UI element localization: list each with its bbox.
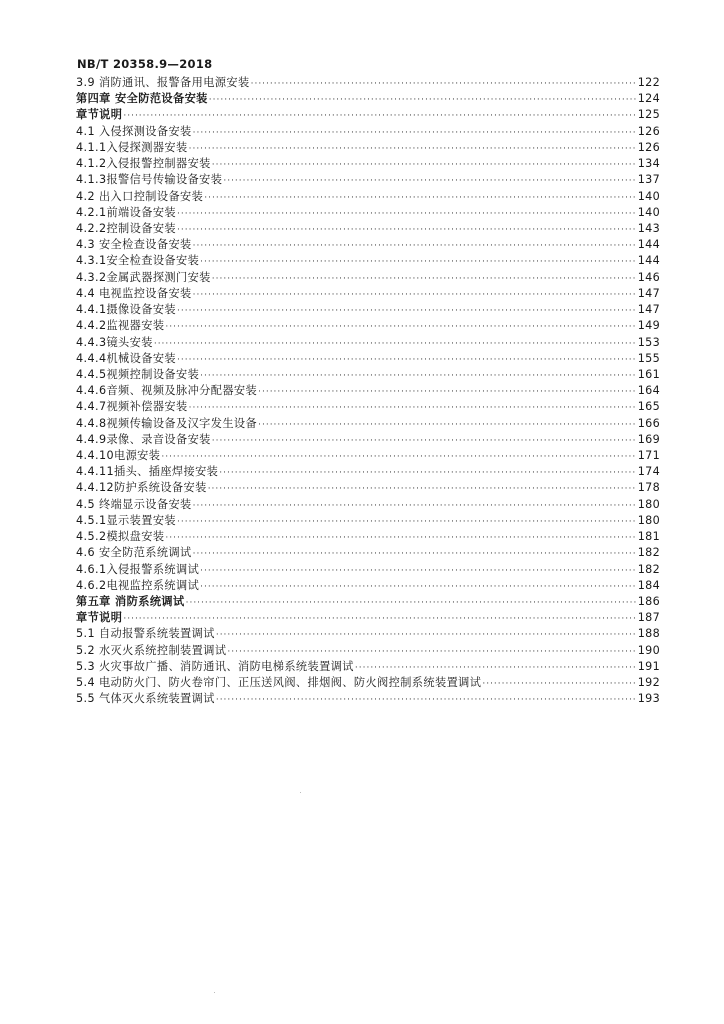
toc-entry-page-number: 165 — [637, 400, 660, 414]
toc-entry-page-number: 174 — [637, 465, 660, 479]
toc-entry-title: 4.2.2控制设备安装 — [76, 221, 176, 235]
toc-entry-title: 第四章 安全防范设备安装 — [76, 92, 208, 106]
toc-entry-title: 5.3 火灾事故广播、消防通讯、消防电梯系统装置调试 — [76, 659, 354, 673]
toc-entry — [76, 221, 660, 237]
toc-dot-leader — [212, 271, 637, 287]
toc-dot-leader — [193, 125, 637, 141]
toc-entry-title: 4.1.1入侵探测器安装 — [76, 140, 188, 154]
toc-entry-page-number: 193 — [637, 692, 660, 706]
toc-dot-leader — [258, 417, 637, 433]
toc-entry — [76, 140, 660, 156]
toc-dot-leader — [193, 287, 637, 303]
toc-entry-title: 4.4.3镜头安装 — [76, 335, 153, 349]
toc-entry-page-number: 171 — [637, 449, 660, 463]
toc-entry-title: 4.3.2金属武器探测门安装 — [76, 270, 211, 284]
toc-entry — [76, 594, 660, 610]
toc-entry — [76, 578, 660, 594]
toc-entry-page-number: 166 — [637, 416, 660, 430]
toc-dot-leader — [177, 206, 637, 222]
toc-dot-leader — [258, 384, 637, 400]
toc-entry-page-number: 180 — [637, 497, 660, 511]
toc-entry-page-number: 164 — [637, 384, 660, 398]
toc-entry-title: 4.4.9录像、录音设备安装 — [76, 432, 211, 446]
toc-entry-title: 4.4.5视频控制设备安装 — [76, 367, 200, 381]
toc-entry-page-number: 191 — [637, 659, 660, 673]
toc-dot-leader — [177, 303, 637, 319]
toc-entry-page-number: 146 — [637, 270, 660, 284]
toc-dot-leader — [165, 530, 636, 546]
toc-entry-page-number: 178 — [637, 481, 660, 495]
standard-code-header: NB/T 20358.9—2018 — [77, 57, 213, 71]
toc-entry-page-number: 192 — [637, 676, 660, 690]
toc-entry — [76, 497, 660, 513]
toc-entry — [76, 399, 660, 415]
toc-entry — [76, 270, 660, 286]
toc-entry — [76, 464, 660, 480]
toc-dot-leader — [251, 76, 637, 92]
table-of-contents — [76, 75, 660, 708]
toc-entry — [76, 107, 660, 123]
toc-entry — [76, 189, 660, 205]
toc-entry-page-number: 143 — [637, 221, 660, 235]
toc-entry — [76, 480, 660, 496]
toc-dot-leader — [161, 449, 636, 465]
toc-entry-title: 4.3 安全检查设备安装 — [76, 238, 192, 252]
toc-entry-page-number: 126 — [637, 140, 660, 154]
toc-entry-page-number: 140 — [637, 205, 660, 219]
toc-entry — [76, 416, 660, 432]
toc-dot-leader — [177, 352, 637, 368]
toc-dot-leader — [216, 627, 637, 643]
toc-dot-leader — [212, 433, 637, 449]
toc-entry-page-number: 180 — [637, 513, 660, 527]
toc-dot-leader — [154, 336, 637, 352]
toc-entry-title: 4.5 终端显示设备安装 — [76, 497, 192, 511]
toc-dot-leader — [193, 546, 637, 562]
scan-speck — [300, 792, 301, 793]
toc-dot-leader — [193, 238, 637, 254]
toc-dot-leader — [177, 222, 637, 238]
toc-dot-leader — [200, 563, 637, 579]
toc-dot-leader — [200, 368, 637, 384]
toc-entry-title: 4.4.2监视器安装 — [76, 319, 165, 333]
toc-entry-page-number: 126 — [637, 124, 660, 138]
toc-entry — [76, 562, 660, 578]
toc-entry-title: 5.2 水灭火系统控制装置调试 — [76, 643, 227, 657]
toc-dot-leader — [227, 644, 636, 660]
toc-entry-page-number: 125 — [637, 108, 660, 122]
toc-entry — [76, 675, 660, 691]
toc-entry — [76, 124, 660, 140]
toc-entry-page-number: 187 — [637, 611, 660, 625]
toc-dot-leader — [219, 465, 636, 481]
toc-entry-title: 4.4.11插头、插座焊接安装 — [76, 465, 219, 479]
toc-entry — [76, 545, 660, 561]
toc-entry-page-number: 147 — [637, 286, 660, 300]
toc-entry — [76, 513, 660, 529]
toc-entry-title: 章节说明 — [76, 611, 123, 625]
toc-entry-page-number: 186 — [637, 595, 660, 608]
toc-entry-title: 3.9 消防通讯、报警备用电源安装 — [76, 76, 250, 89]
toc-entry — [76, 172, 660, 188]
toc-entry — [76, 432, 660, 448]
toc-entry-page-number: 124 — [637, 92, 660, 106]
toc-entry-page-number: 137 — [637, 173, 660, 187]
toc-entry-title: 4.3.1安全检查设备安装 — [76, 254, 200, 268]
toc-entry-page-number: 149 — [637, 319, 660, 333]
toc-entry — [76, 205, 660, 221]
toc-dot-leader — [123, 611, 636, 627]
toc-entry-title: 5.5 气体灭火系统装置调试 — [76, 692, 215, 706]
toc-entry — [76, 691, 660, 707]
toc-dot-leader — [204, 190, 636, 206]
toc-entry-page-number: 147 — [637, 303, 660, 317]
toc-entry-title: 4.6.1入侵报警系统调试 — [76, 562, 200, 576]
toc-entry-title: 4.4.4机械设备安装 — [76, 351, 176, 365]
toc-entry-title: 4.4.7视频补偿器安装 — [76, 400, 188, 414]
toc-dot-leader — [177, 514, 637, 530]
toc-entry — [76, 335, 660, 351]
toc-entry — [76, 302, 660, 318]
toc-entry — [76, 75, 660, 91]
toc-entry-title: 4.4.8视频传输设备及汉字发生设备 — [76, 416, 258, 430]
toc-entry-page-number: 144 — [637, 254, 660, 268]
toc-entry-page-number: 153 — [637, 335, 660, 349]
toc-entry — [76, 610, 660, 626]
toc-dot-leader — [482, 676, 636, 692]
toc-entry — [76, 643, 660, 659]
toc-entry-title: 第五章 消防系统调试 — [76, 595, 185, 608]
toc-dot-leader — [123, 108, 636, 124]
toc-entry — [76, 448, 660, 464]
toc-dot-leader — [223, 173, 636, 189]
toc-entry-title: 4.1.2入侵报警控制器安装 — [76, 157, 211, 171]
toc-entry-title: 4.5.2模拟盘安装 — [76, 530, 165, 544]
toc-entry-title: 5.4 电动防火门、防火卷帘门、正压送风阀、排烟阀、防火阀控制系统装置调试 — [76, 676, 482, 690]
toc-entry — [76, 383, 660, 399]
toc-entry — [76, 626, 660, 642]
toc-dot-leader — [212, 157, 637, 173]
toc-dot-leader — [200, 579, 637, 595]
toc-dot-leader — [208, 481, 637, 497]
toc-dot-leader — [193, 498, 637, 514]
toc-entry — [76, 318, 660, 334]
toc-entry-title: 4.4 电视监控设备安装 — [76, 286, 192, 300]
toc-entry — [76, 659, 660, 675]
toc-entry-page-number: 144 — [637, 238, 660, 252]
toc-entry-title: 4.4.12防护系统设备安装 — [76, 481, 207, 495]
toc-entry-title: 4.1.3报警信号传输设备安装 — [76, 173, 223, 187]
toc-entry — [76, 91, 660, 107]
toc-entry-title: 4.6.2电视监控系统调试 — [76, 578, 200, 592]
toc-entry-page-number: 188 — [637, 627, 660, 641]
toc-dot-leader — [209, 92, 637, 108]
toc-entry — [76, 351, 660, 367]
toc-entry-title: 4.4.1摄像设备安装 — [76, 303, 176, 317]
toc-dot-leader — [216, 692, 637, 708]
toc-dot-leader — [189, 400, 637, 416]
toc-entry-page-number: 182 — [637, 562, 660, 576]
toc-entry — [76, 367, 660, 383]
toc-entry — [76, 237, 660, 253]
toc-dot-leader — [165, 319, 636, 335]
toc-dot-leader — [200, 254, 637, 270]
toc-entry-title: 4.6 安全防范系统调试 — [76, 546, 192, 560]
toc-entry — [76, 253, 660, 269]
toc-entry-page-number: 190 — [637, 643, 660, 657]
toc-entry-page-number: 181 — [637, 530, 660, 544]
toc-dot-leader — [189, 141, 637, 157]
toc-entry-title: 5.1 自动报警系统装置调试 — [76, 627, 215, 641]
toc-dot-leader — [186, 595, 637, 611]
toc-entry-title: 4.5.1显示装置安装 — [76, 513, 176, 527]
toc-entry — [76, 286, 660, 302]
toc-entry — [76, 529, 660, 545]
toc-entry-page-number: 155 — [637, 351, 660, 365]
toc-entry-title: 4.4.6音频、视频及脉冲分配器安装 — [76, 384, 258, 398]
toc-entry-page-number: 161 — [637, 367, 660, 381]
scan-speck — [214, 992, 215, 993]
toc-entry-page-number: 134 — [637, 157, 660, 171]
toc-dot-leader — [355, 660, 637, 676]
toc-entry-page-number: 184 — [637, 578, 660, 592]
toc-entry-title: 4.2 出入口控制设备安装 — [76, 189, 204, 203]
toc-entry-title: 4.1 入侵探测设备安装 — [76, 124, 192, 138]
toc-entry-title: 章节说明 — [76, 108, 123, 122]
toc-entry-page-number: 169 — [637, 432, 660, 446]
toc-entry-page-number: 122 — [637, 76, 660, 89]
toc-entry-title: 4.2.1前端设备安装 — [76, 205, 176, 219]
toc-entry-page-number: 182 — [637, 546, 660, 560]
toc-entry — [76, 156, 660, 172]
toc-entry-title: 4.4.10电源安装 — [76, 449, 161, 463]
toc-entry-page-number: 140 — [637, 189, 660, 203]
